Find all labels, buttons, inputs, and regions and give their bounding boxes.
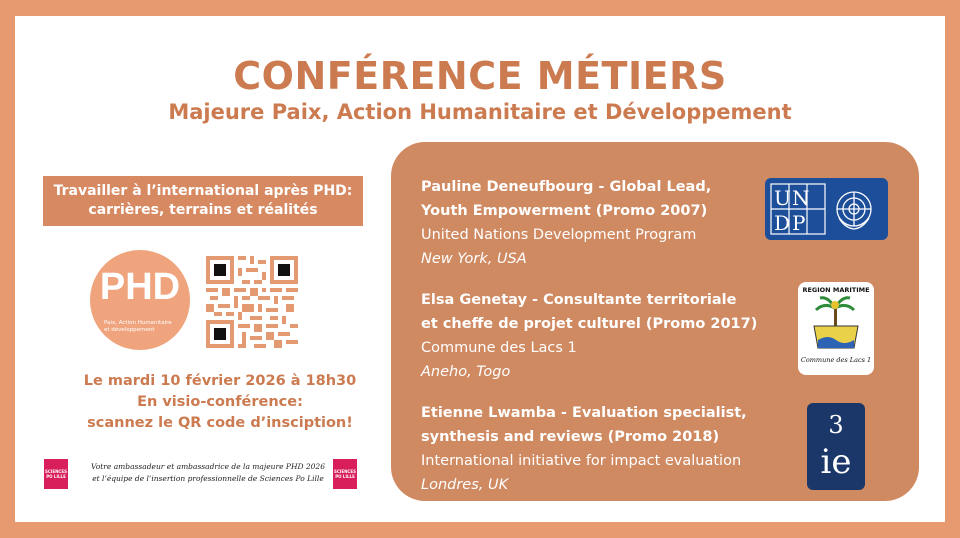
page-title: CONFÉRENCE MÉTIERS [233,54,727,98]
theme-line-1: Travailler à l’international après PHD: [53,183,353,199]
speaker-name: Elsa Genetay - Consultante territoriale [421,292,737,308]
undp-letter-u: U [774,186,791,210]
undp-logo [765,178,888,240]
event-date: Le mardi 10 février 2026 à 18h30 [83,373,357,389]
region-maritime-logo [798,282,874,375]
speaker-location: Londres, UK [421,477,509,493]
region-maritime-emblem [798,282,874,375]
theme-banner [43,176,363,226]
speaker-organization: Commune des Lacs 1 [421,340,577,356]
sciences-po-lille-logo-right [333,459,357,489]
spl-logo-text: SCIENCES PO LILLE [45,469,67,479]
phd-logo-caption: Paix, Action Humanitaire et développement [104,320,172,333]
footer-signature [78,461,338,485]
3ie-logo [807,403,865,490]
theme-line-2: carrières, terrains et réalités [88,202,318,218]
speaker-card [421,288,791,384]
region-logo-caption: Commune des Lacs 1 [800,356,872,364]
page-subtitle: Majeure Paix, Action Humanitaire et Développement [168,100,792,124]
un-emblem-icon [837,192,871,229]
undp-letter-p: P [792,211,806,235]
undp-letter-d: D [774,211,791,235]
spl-logo-text: SCIENCES PO LILLE [334,469,356,479]
speaker-card [421,175,791,271]
qr-code[interactable] [206,256,298,348]
event-details [35,371,405,434]
speakers-panel [391,142,919,501]
speaker-organization: International initiative for impact evaluation [421,453,742,469]
event-format: En visio-conférence: [137,394,303,410]
phd-logo [90,250,190,350]
3ie-logo-graphic [807,403,865,490]
speaker-name: Pauline Deneufbourg - Global Lead, [421,179,712,195]
speaker-location: Aneho, Togo [421,364,511,380]
footer-line-2: et l’équipe de l’insertion professionnelle de Sciences Po Lille [92,474,324,483]
speaker-role: synthesis and reviews (Promo 2018) [421,429,720,445]
speaker-role: et cheffe de projet culturel (Promo 2017) [421,316,758,332]
undp-letter-n: N [792,186,810,210]
poster-frame [15,16,945,522]
3ie-number: 3 [828,411,844,439]
phd-logo-text: PHD [99,266,181,308]
speaker-location: New York, USA [421,251,527,267]
speaker-role: Youth Empowerment (Promo 2007) [421,203,708,219]
sciences-po-lille-logo-left [44,459,68,489]
region-logo-title: REGION MARITIME [802,286,870,294]
3ie-letters: ie [820,442,852,482]
speaker-card [421,401,791,497]
speaker-name: Etienne Lwamba - Evaluation specialist, [421,405,747,421]
undp-logo-graphic [765,178,888,240]
footer-line-1: Votre ambassadeur et ambassadrice de la majeure PHD 2026 [91,462,325,471]
event-qr-instruction: scannez le QR code d’insciption! [87,415,353,431]
speaker-organization: United Nations Development Program [421,227,697,243]
